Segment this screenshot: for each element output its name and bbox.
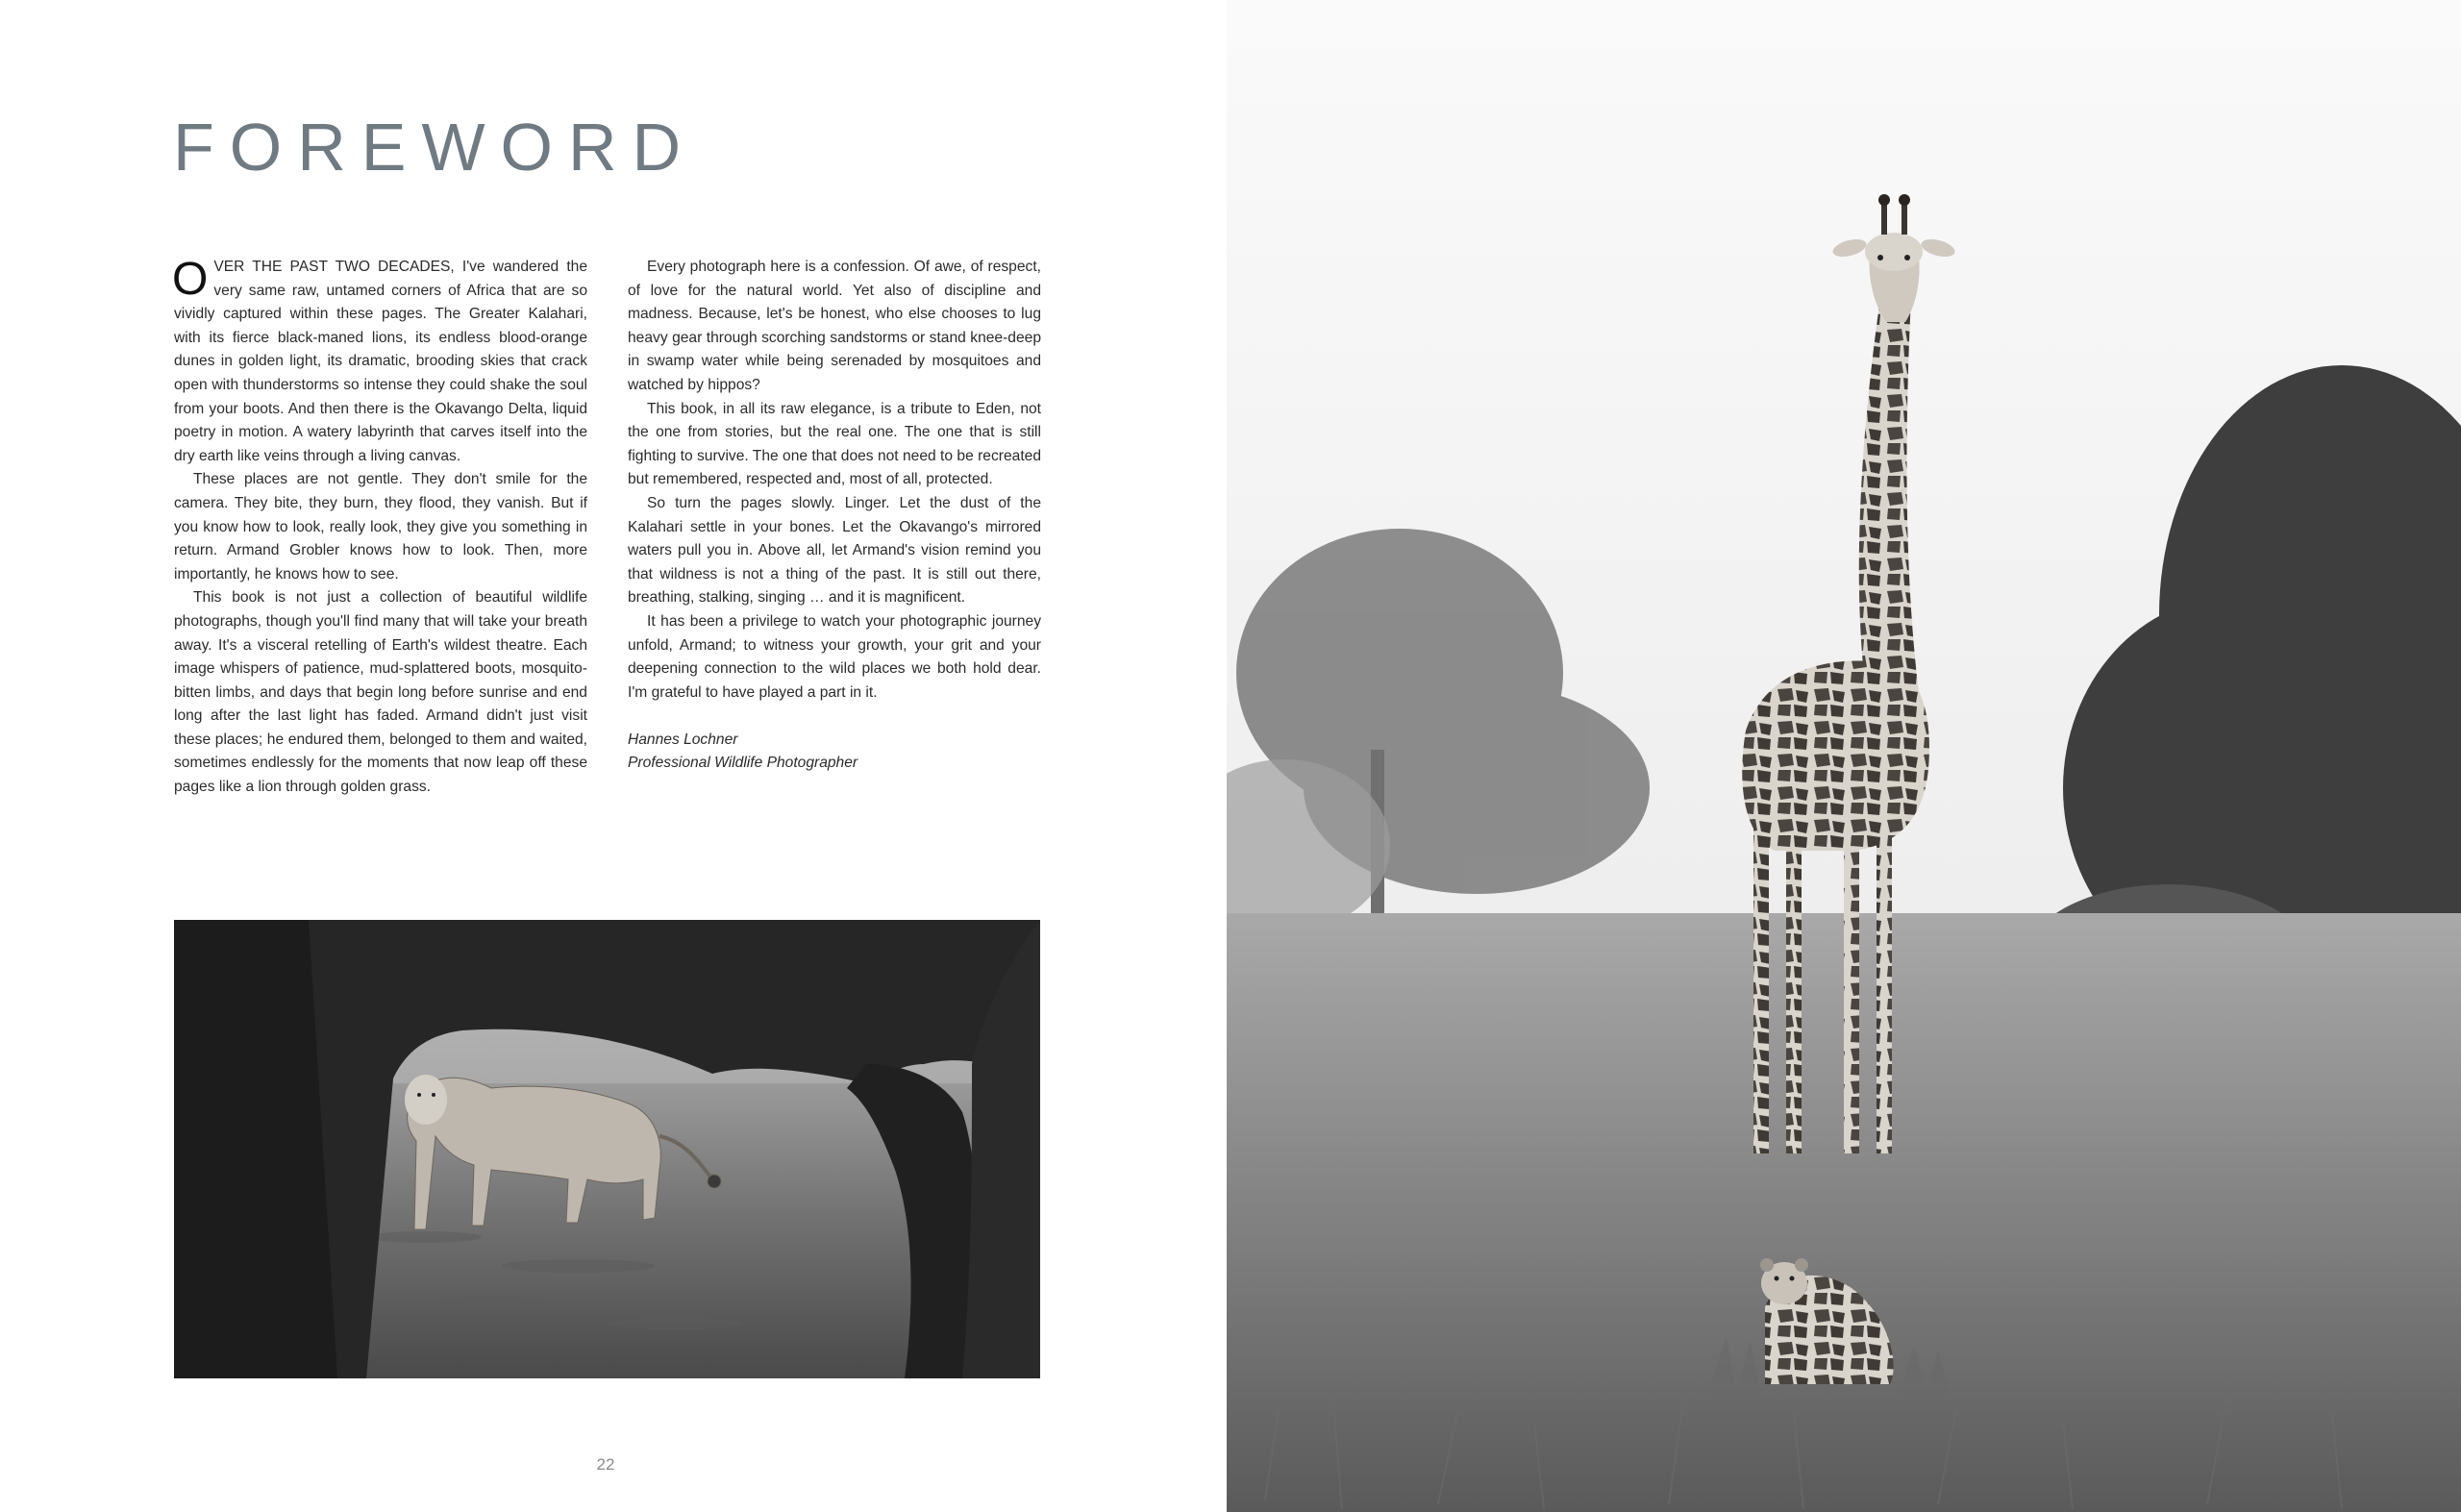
- lion-photo: [174, 920, 1040, 1378]
- paragraph: This book, in all its raw elegance, is a tribute to Eden, not the one from stories, but the real one. The one that is still fighting to survive. The one that does not need to be recreated but remembered, respected and, most of all, protected.: [628, 400, 1041, 488]
- foreword-column-right: [628, 256, 1041, 776]
- giraffe-photo: [1227, 0, 2461, 1512]
- lead-in-text: VER THE PAST TWO DECADES,: [213, 259, 455, 275]
- paragraph: These places are not gentle. They don't smile for the camera. They bite, they burn, they flood, they vanish. But if you know how to look, really look, they give you something in return. Armand Grobler knows how to look. Then, more importantly, he knows how to see.: [174, 471, 587, 582]
- giraffe-photo-illustration: [1227, 0, 2461, 1512]
- lion-photo-illustration: [174, 920, 1040, 1378]
- paragraph: It has been a privilege to watch your photographic journey unfold, Armand; to witness your growth, your grit and your deepening connection to the wild places we both hold dear. I'm grateful to have played a part in it.: [628, 612, 1041, 701]
- paragraph-text: I've wandered the very same raw, untamed corners of Africa that are so vividly captured within these pages. The Greater Kalahari, with its fierce black-maned lions, its endless blood-orange dunes in golden light, its dramatic, brooding skies that crack open with thunderstorms so intense they could shake the soul from your boots. And then there is the Okavango Delta, liquid poetry in motion. A watery labyrinth that carves itself into the dry earth like veins through a living canvas.: [174, 259, 587, 464]
- paragraph: [174, 256, 587, 468]
- paragraph: Every photograph here is a confession. Of awe, of respect, of love for the natural world. Yet also of discipline and madness. Because, let's be honest, who else chooses to lug heavy gear through scorching sandstorms or stand knee-deep in swamp water while being serenaded by mosquitoes and watched by hippos?: [628, 259, 1041, 393]
- signature-role: Professional Wildlife Photographer: [628, 755, 858, 772]
- page-title: FOREWORD: [173, 110, 697, 185]
- signature-name: Hannes Lochner: [628, 731, 738, 748]
- foreword-column-left: [174, 256, 587, 800]
- signature-block: [628, 729, 1041, 776]
- drop-cap: O: [172, 254, 209, 305]
- paragraph: So turn the pages slowly. Linger. Let the dust of the Kalahari settle in your bones. Let the Okavango's mirrored waters pull you in. Above all, let Armand's vision remind you that wildness is not a thing of the past. It is still out there, breathing, stalking, singing … and it is magnificent.: [628, 494, 1041, 607]
- left-page: [0, 0, 1227, 1512]
- paragraph: This book is not just a collection of beautiful wildlife photographs, though you'll find many that will take your breath away. It's a visceral retelling of Earth's wildest theatre. Each image whispers of patience, mud-splattered boots, mosquito-bitten limbs, and days that begin long before sunrise and end long after the last light has faded. Armand didn't just visit these places; he endured them, belonged to them and waited, sometimes endlessly for the moments that now leap off these pages like a lion through golden grass.: [174, 589, 587, 796]
- page-number: 22: [596, 1455, 615, 1474]
